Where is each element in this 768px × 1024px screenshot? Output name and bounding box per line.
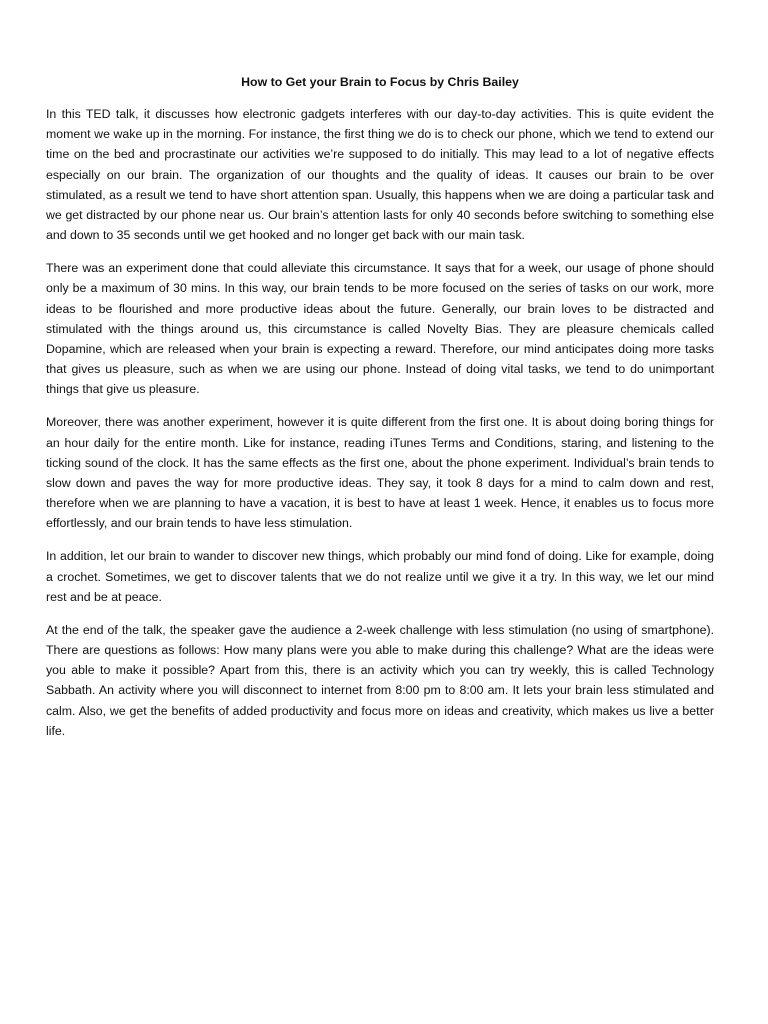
paragraph-phone-experiment: There was an experiment done that could alleviate this circumstance. It says that for a week, our usage of phone should only be a maximum of 30 mins. In this way, our brain tends to be more focused on the series of tasks on our work, more ideas to be flourished and more productive ideas about the future. Generally, our brain loves to be distracted and stimulated with the things around us, this circumstance is called Novelty Bias. They are pleasure chemicals called Dopamine, which are released when your brain is expecting a reward. Therefore, our mind anticipates doing more tasks that gives us pleasure, such as when we are using our phone. Instead of doing vital tasks, we tend to do unimportant things that give us pleasure. [46,261,714,397]
document-page [46,72,714,754]
paragraph-intro: In this TED talk, it discusses how electronic gadgets interferes with our day-to-day activities. This is quite evident the moment we wake up in the morning. For instance, the first thing we do is to check our phone, which we tend to extend our time on the bed and procrastinate our activities we’re supposed to do initially. This may lead to a lot of negative effects especially on our brain. The organization of our thoughts and the quality of ideas. It causes our brain to be over stimulated, as a result we tend to have short attention span. Usually, this happens when we are doing a particular task and we get distracted by our phone near us. Our brain’s attention lasts for only 40 seconds before switching to something else and down to 35 seconds until we get hooked and no longer get back with our main task. [46,107,714,243]
paragraph-boring-experiment: Moreover, there was another experiment, however it is quite different from the first one. It is about doing boring things for an hour daily for the entire month. Like for instance, reading iTunes Terms and Conditions, staring, and listening to the ticking sound of the clock. It has the same effects as the first one, about the phone experiment. Individual’s brain tends to slow down and paves the way for more productive ideas. They say, it took 8 days for a mind to calm down and rest, therefore when we are planning to have a vacation, it is best to have at least 1 week. Hence, it enables us to focus more effortlessly, and our brain tends to have less stimulation. [46,415,714,531]
paragraph-wander: In addition, let our brain to wander to discover new things, which probably our mind fond of doing. Like for example, doing a crochet. Sometimes, we get to discover talents that we do not realize until we give it a try. In this way, we let our mind rest and be at peace. [46,549,714,604]
paragraph-challenge: At the end of the talk, the speaker gave the audience a 2-week challenge with less stimulation (no using of smartphone). There are questions as follows: How many plans were you able to make during this challenge? What are the ideas were you able to make it possible? Apart from this, there is an activity which you can try weekly, this is called Technology Sabbath. An activity where you will disconnect to internet from 8:00 pm to 8:00 am. It lets your brain less stimulated and calm. Also, we get the benefits of added productivity and focus more on ideas and creativity, which makes us live a better life. [46,622,714,738]
document-title: How to Get your Brain to Focus by Chris Bailey [241,75,519,89]
